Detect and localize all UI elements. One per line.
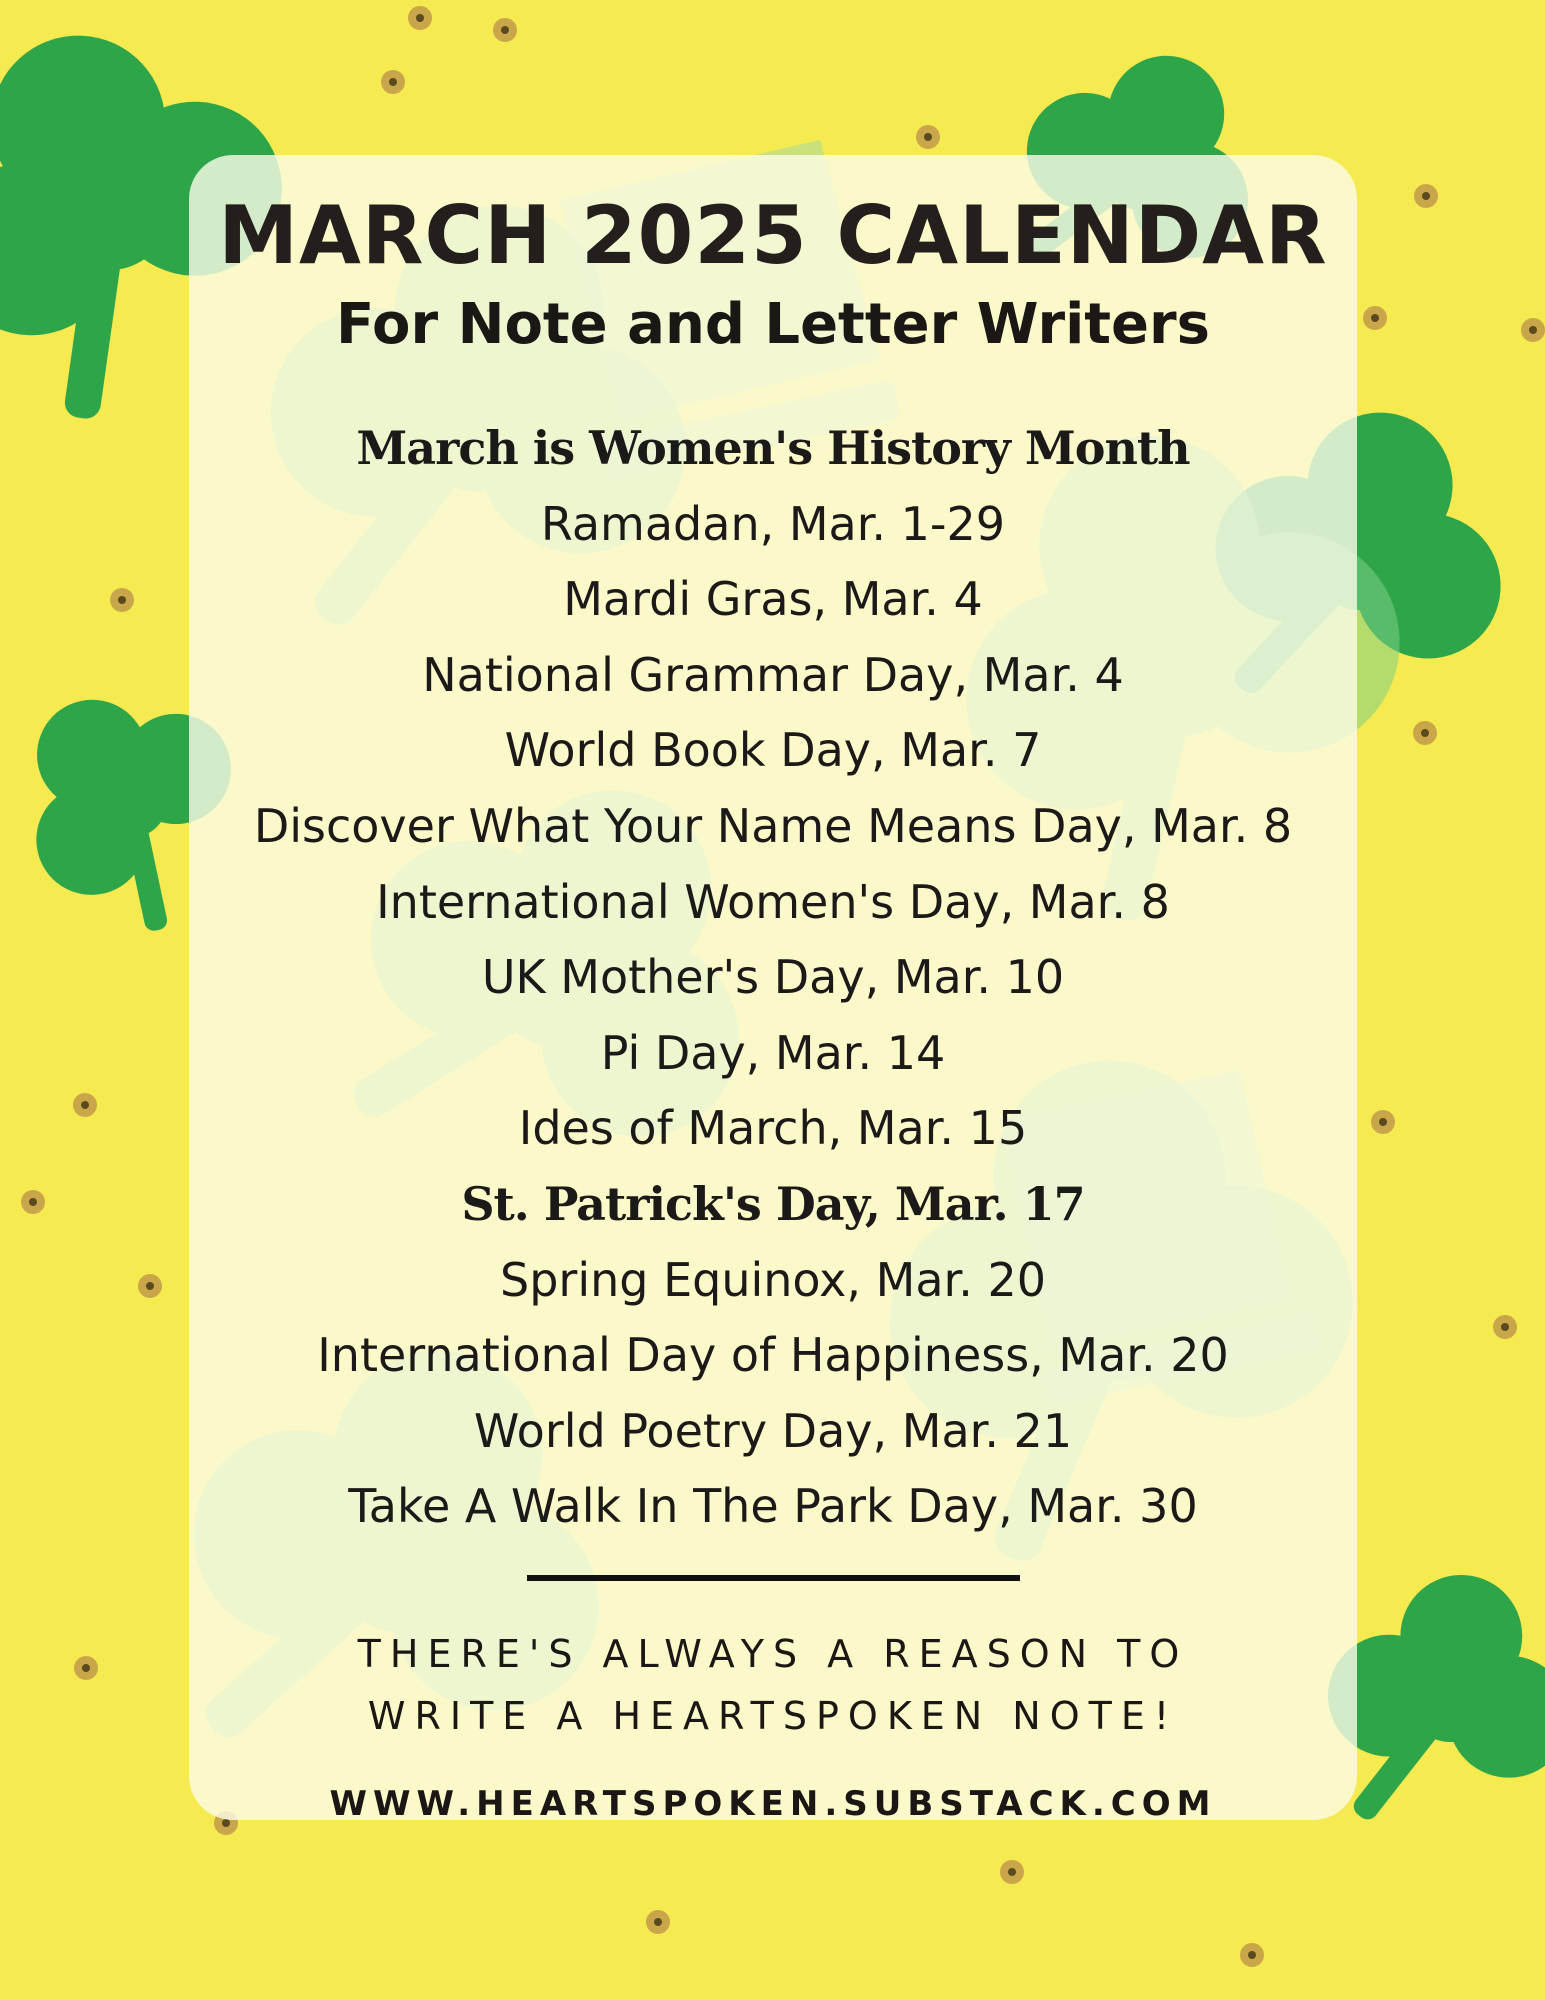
event-item: Spring Equinox, Mar. 20 [500,1252,1046,1307]
sequin-icon [1240,1943,1264,1967]
sequin-icon [1371,1110,1395,1134]
sequin-icon [21,1190,45,1214]
website-url: WWW.HEARTSPOKEN.SUBSTACK.COM [329,1783,1217,1824]
page-subtitle: For Note and Letter Writers [336,292,1210,357]
sequin-icon [1414,184,1438,208]
sequin-icon [1521,318,1545,342]
sequin-icon [408,6,432,30]
sequin-icon [1000,1860,1024,1884]
event-item: March is Women's History Month [356,421,1190,475]
event-item: National Grammar Day, Mar. 4 [422,647,1124,702]
event-item: UK Mother's Day, Mar. 10 [481,950,1065,1005]
sequin-icon [73,1093,97,1117]
sequin-icon [916,125,940,149]
sequin-icon [1363,306,1387,330]
sequin-icon [1493,1315,1517,1339]
event-item: Ramadan, Mar. 1-29 [540,496,1006,551]
event-item: Mardi Gras, Mar. 4 [563,572,983,627]
sequin-icon [1413,721,1437,745]
calendar-panel [189,155,1357,1824]
tagline-line-1: THERE'S ALWAYS A REASON TO [357,1631,1189,1676]
sequin-icon [138,1274,162,1298]
page-title: MARCH 2025 CALENDAR [218,189,1328,282]
divider [527,1575,1020,1581]
sequin-icon [110,588,134,612]
event-item: Discover What Your Name Means Day, Mar. 8 [253,798,1293,853]
event-item: Ides of March, Mar. 15 [518,1101,1028,1156]
events-list [189,411,1357,1545]
tagline-line-2: WRITE A HEARTSPOKEN NOTE! [367,1693,1179,1738]
event-item: St. Patrick's Day, Mar. 17 [461,1176,1085,1231]
event-item: Take A Walk In The Park Day, Mar. 30 [348,1479,1198,1534]
event-item: Pi Day, Mar. 14 [600,1025,946,1080]
sequin-icon [74,1656,98,1680]
event-item: International Day of Happiness, Mar. 20 [317,1328,1229,1383]
sequin-icon [646,1910,670,1934]
event-item: World Book Day, Mar. 7 [504,723,1042,778]
sequin-icon [381,70,405,94]
event-item: International Women's Day, Mar. 8 [376,874,1170,929]
sequin-icon [493,18,517,42]
event-item: World Poetry Day, Mar. 21 [473,1403,1073,1458]
